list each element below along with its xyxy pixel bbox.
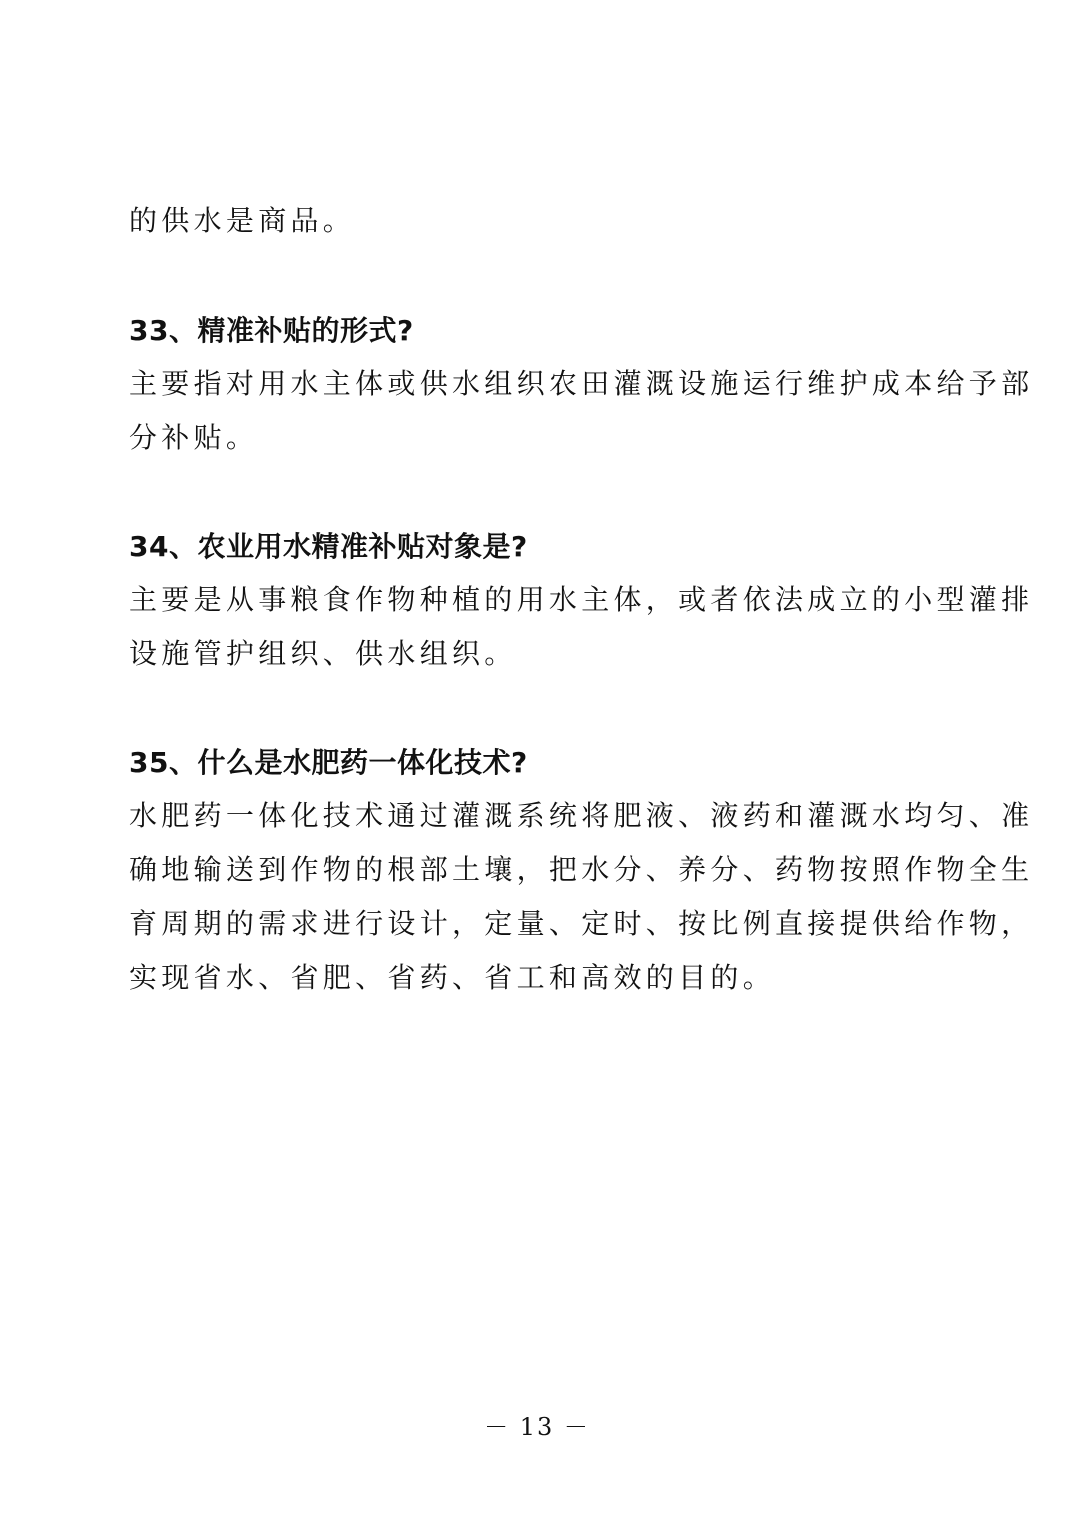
question-35-answer-line-2: 确地输送到作物的根部土壤，把水分、养分、药物按照作物全生 — [129, 853, 1034, 886]
intro-line: 的供水是商品。 — [129, 204, 356, 237]
question-34-answer-line-2: 设施管护组织、供水组织。 — [129, 637, 517, 670]
question-35-heading: 35、什么是水肥药一体化技术? — [129, 746, 528, 779]
question-35-answer-line-1: 水肥药一体化技术通过灌溉系统将肥液、液药和灌溉水均匀、准 — [129, 799, 1034, 832]
question-34-answer-line-1: 主要是从事粮食作物种植的用水主体，或者依法成立的小型灌排 — [129, 583, 1034, 616]
question-33-answer-line-1: 主要指对用水主体或供水组织农田灌溉设施运行维护成本给予部 — [129, 367, 1034, 400]
question-34-heading: 34、农业用水精准补贴对象是? — [129, 530, 528, 563]
question-35-answer-line-4: 实现省水、省肥、省药、省工和高效的目的。 — [129, 961, 776, 994]
question-33-heading: 33、精准补贴的形式? — [129, 314, 414, 347]
page-number: － 13 － — [484, 1413, 590, 1441]
question-35-answer-line-3: 育周期的需求进行设计，定量、定时、按比例直接提供给作物， — [129, 907, 1034, 940]
question-33-answer-line-2: 分补贴。 — [129, 421, 259, 454]
